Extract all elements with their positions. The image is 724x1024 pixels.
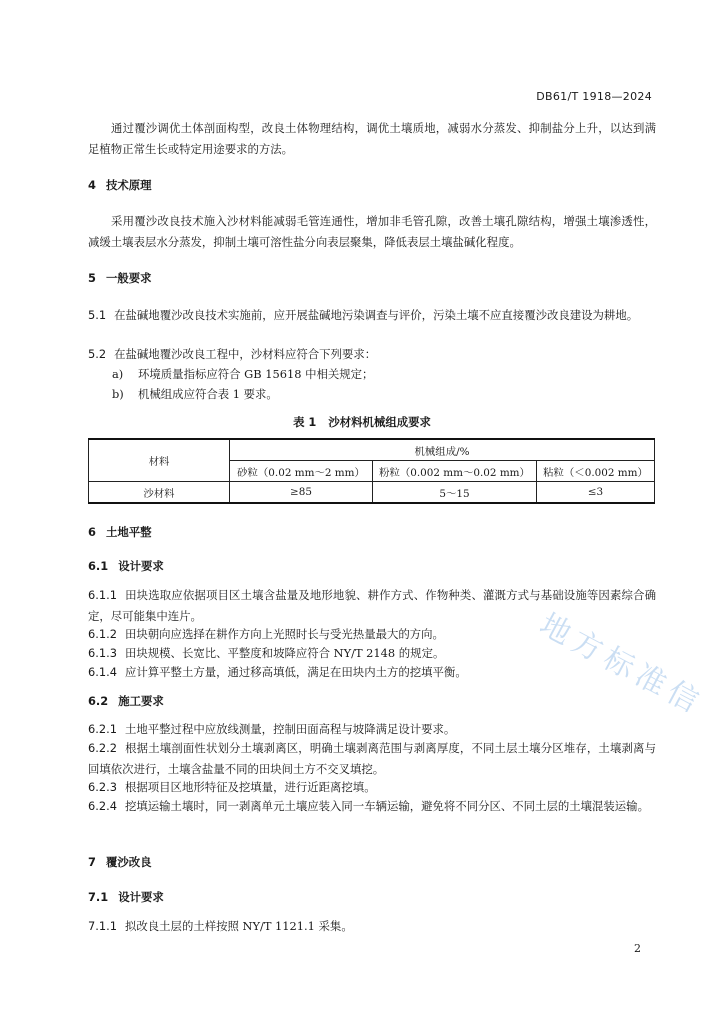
section-number: 7.1	[88, 890, 109, 904]
clause-5-1	[88, 305, 656, 326]
clause-text: 田块规模、长宽比、平整度和坡降应符合 NY/T 2148 的规定。	[124, 646, 445, 660]
clause-number: 6.2.2	[88, 741, 117, 755]
clause-6-2-2	[88, 738, 656, 780]
clause-text: 挖填运输土壤时，同一剥离单元土壤应装入同一车辆运输，避免将不同分区、不同土层的土壤混装运输。	[124, 799, 649, 813]
section-number: 6.1	[88, 559, 109, 573]
cell-silt: 5～15	[373, 482, 537, 504]
section-title: 技术原理	[105, 178, 152, 192]
mechanical-composition-table	[88, 438, 655, 504]
clause-text: 在盐碱地覆沙改良工程中，沙材料应符合下列要求：	[114, 347, 377, 361]
clause-5-2	[88, 344, 656, 365]
page-number: 2	[634, 942, 641, 955]
clause-text: 拟改良土层的土样按照 NY/T 1121.1 采集。	[124, 919, 353, 933]
section-4-heading	[88, 177, 152, 193]
section-number: 4	[88, 178, 96, 192]
clause-6-2-3	[88, 777, 656, 798]
section-7-1-heading	[88, 889, 164, 905]
list-item-b	[112, 384, 278, 404]
clause-number: 6.1.4	[88, 665, 117, 679]
clause-number: 7.1.1	[88, 919, 117, 933]
header-material: 材料	[89, 439, 230, 482]
section-6-2-heading	[88, 693, 164, 709]
intro-paragraph: 通过覆沙调优土体剖面构型，改良土体物理结构，调优土壤质地，减弱水分蒸发、抑制盐分上升，以达到满足植物正常生长或特定用途要求的方法。	[88, 121, 656, 156]
section-number: 6.2	[88, 694, 109, 708]
section-6-1-heading	[88, 558, 164, 574]
clause-6-1-4	[88, 662, 656, 683]
section-title: 土地平整	[105, 525, 152, 539]
header-mechanical-composition: 机械组成/%	[230, 439, 655, 461]
list-item-a	[112, 364, 373, 384]
clause-6-2-4	[88, 796, 656, 817]
table-title: 沙材料机械组成要求	[328, 415, 431, 429]
clause-text: 应计算平整土方量，通过移高填低，满足在田块内土方的挖填平衡。	[124, 665, 467, 679]
clause-number: 6.1.3	[88, 646, 117, 660]
cell-clay: ≤3	[537, 482, 655, 504]
list-text: 环境质量指标应符合 GB 15618 中相关规定；	[138, 367, 374, 381]
watermark: 地方标准信	[533, 607, 710, 723]
clause-7-1-1	[88, 916, 656, 937]
cell-sand: ≥85	[230, 482, 373, 504]
section-5-heading	[88, 270, 152, 286]
section-title: 设计要求	[118, 559, 164, 573]
clause-text: 田块选取应依据项目区土壤含盐量及地形地貌、耕作方式、作物种类、灌溉方式与基础设施等因素综合确定，尽可能集中连片。	[88, 588, 656, 623]
clause-number: 5.1	[88, 308, 107, 322]
clause-number: 6.2.1	[88, 722, 117, 736]
section-title: 设计要求	[118, 890, 164, 904]
clause-text: 根据项目区地形特征及挖填量，进行近距离挖填。	[124, 780, 376, 794]
list-marker: a)	[112, 367, 124, 381]
clause-number: 6.2.3	[88, 780, 117, 794]
table-row	[89, 482, 655, 504]
clause-text: 在盐碱地覆沙改良技术实施前，应开展盐碱地污染调查与评价，污染土壤不应直接覆沙改良建设为耕地。	[114, 308, 639, 322]
header-silt: 粉粒（0.002 mm～0.02 mm）	[373, 461, 537, 482]
header-sand: 砂粒（0.02 mm～2 mm）	[230, 461, 373, 482]
section-title: 覆沙改良	[105, 855, 152, 869]
cell-material: 沙材料	[89, 482, 230, 504]
clause-text: 土地平整过程中应放线测量，控制田面高程与坡降满足设计要求。	[124, 722, 456, 736]
list-marker: b)	[112, 387, 124, 401]
section-6-heading	[88, 524, 152, 540]
list-text: 机械组成应符合表 1 要求。	[138, 387, 278, 401]
table-caption	[0, 414, 724, 430]
section-number: 7	[88, 855, 96, 869]
clause-number: 6.1.2	[88, 627, 117, 641]
clause-number: 6.2.4	[88, 799, 117, 813]
section-title: 一般要求	[105, 271, 152, 285]
section-number: 6	[88, 525, 96, 539]
standard-id: DB61/T 1918—2024	[536, 90, 652, 103]
clause-text: 根据土壤剖面性状划分土壤剥离区，明确土壤剥离范围与剥离厚度，不同土层土壤分区堆存，土壤剥离与回填依次进行，土壤含盐量不同的田块间土方不交叉填挖。	[88, 741, 656, 776]
clause-number: 6.1.1	[88, 588, 117, 602]
clause-number: 5.2	[88, 347, 107, 361]
clause-6-2-1	[88, 719, 656, 740]
section-number: 5	[88, 271, 96, 285]
section-4-text: 采用覆沙改良技术施入沙材料能减弱毛管连通性，增加非毛管孔隙，改善土壤孔隙结构，增强土壤渗透性，减缓土壤表层水分蒸发，抑制土壤可溶性盐分向表层聚集，降低表层土壤盐碱化程度。	[88, 214, 656, 249]
section-7-heading	[88, 854, 152, 870]
table-number: 表 1	[293, 415, 317, 429]
header-clay: 粘粒（＜0.002 mm）	[537, 461, 655, 482]
clause-text: 田块朝向应选择在耕作方向上光照时长与受光热量最大的方向。	[124, 627, 444, 641]
section-title: 施工要求	[118, 694, 164, 708]
